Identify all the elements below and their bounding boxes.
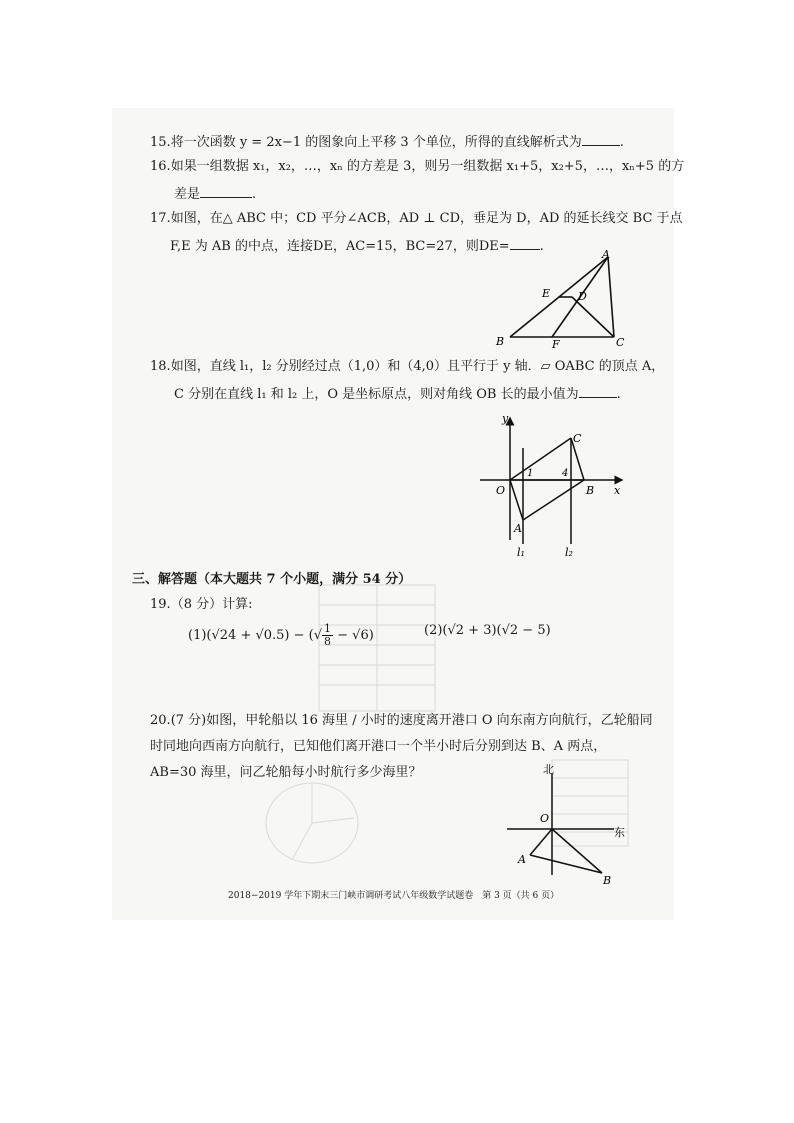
- question-number: 18.: [150, 359, 171, 374]
- north-label: 北: [543, 763, 554, 776]
- question-text: F,E 为 AB 的中点，连接DE，AC=15，BC=27，则DE=: [170, 239, 510, 254]
- triangle-abc-figure: [492, 248, 632, 348]
- q19-part-1: (1)(√24 + √0.5) − (√ $\frac{1}{8}$ − √6): [188, 622, 374, 648]
- question-text: 如果一组数据 x₁，x₂，…，xₙ 的方差是 3，则另一组数据 x₁+5，x₂+5，…，xₙ+5 的方: [170, 159, 685, 174]
- question-19: [150, 596, 252, 614]
- label-a: A: [514, 522, 522, 535]
- label-a: A: [518, 853, 526, 866]
- ships-compass-figure: [507, 760, 632, 885]
- label-b: B: [603, 874, 612, 885]
- answer-blank: [579, 384, 617, 398]
- exam-page: [112, 108, 685, 920]
- fraction-1-8: $\frac{1}{8}$: [324, 622, 332, 648]
- line-l2-label: l₂: [565, 546, 573, 558]
- question-score: (7 分): [170, 713, 207, 728]
- question-text: 时同地向西南方向航行，已知他们离开港口一个半小时后分别到达 B、A 两点，: [150, 739, 607, 754]
- question-text: AB=30 海里，问乙轮船每小时航行多少海里？: [150, 765, 422, 780]
- question-text: 如图，直线 l₁，l₂ 分别经过点（1,0）和（4,0）且平行于 y 轴．▱ OABC 的顶点 A，: [170, 359, 665, 374]
- east-label: 东: [614, 826, 625, 839]
- line-l1-label: l₁: [517, 546, 525, 558]
- answer-blank: [200, 184, 252, 198]
- label-c: C: [573, 432, 582, 445]
- y-axis-label: y: [502, 412, 509, 425]
- origin-label: O: [540, 812, 550, 825]
- question-18-line-1: [150, 358, 664, 376]
- label-b: B: [496, 335, 505, 348]
- question-text: 差是: [174, 187, 201, 202]
- question-text: 如图，甲轮船以 16 海里 / 小时的速度离开港口 O 向东南方向航行，乙轮船同: [206, 713, 653, 728]
- question-16-line-1: [150, 158, 684, 176]
- answer-blank: [582, 132, 620, 146]
- tick-1-label: 1: [527, 468, 534, 479]
- question-20-line-3: [150, 764, 422, 782]
- question-20-line-1: [150, 712, 653, 730]
- question-17-line-2: F,E 为 AB 的中点，连接DE，AC=15，BC=27，则DE= .: [170, 236, 544, 256]
- label-c: C: [616, 336, 625, 348]
- question-score: （8 分）计算:: [170, 597, 253, 612]
- question-18-line-2: C 分别在直线 l₁ 和 l₂ 上，O 是坐标原点，则对角线 OB 长的最小值为 .: [174, 384, 621, 404]
- question-number: 17.: [150, 211, 171, 226]
- q19-part-2: (2)(√2 + 3)(√2 − 5): [424, 623, 551, 638]
- page-footer: 2018−2019 学年下期末三门峡市调研考试八年级数学试题卷 第 3 页（共 6 页）: [228, 891, 560, 901]
- question-text: 将一次函数 y = 2x−1 的图象向上平移 3 个单位，所得的直线解析式为: [170, 135, 582, 150]
- question-number: 19.: [150, 597, 171, 612]
- origin-label: O: [496, 484, 506, 497]
- label-f: F: [552, 338, 560, 348]
- label-d: D: [578, 290, 587, 303]
- question-16-line-2: 差是 .: [174, 184, 256, 204]
- question-15: 15.将一次函数 y = 2x−1 的图象向上平移 3 个单位，所得的直线解析式为 .: [150, 132, 624, 152]
- bleed-through-pie-icon: [262, 778, 362, 868]
- question-20-line-2: [150, 738, 606, 756]
- tick-4-label: 4: [562, 468, 569, 479]
- question-number: 15.: [150, 135, 171, 150]
- bleed-through-table-icon: [317, 583, 437, 713]
- label-b: B: [586, 484, 595, 497]
- question-text: 如图，在△ ABC 中；CD 平分∠ACB，AD ⊥ CD，垂足为 D，AD 的延长线交 BC 于点: [170, 211, 683, 226]
- question-number: 20.: [150, 713, 171, 728]
- parallelogram-coordinate-figure: [472, 408, 632, 558]
- question-text: C 分别在直线 l₁ 和 l₂ 上，O 是坐标原点，则对角线 OB 长的最小值为: [174, 387, 579, 402]
- question-17-line-1: [150, 210, 683, 228]
- section-3-heading: 三、解答题（本大题共 7 个小题，满分 54 分）: [132, 572, 412, 587]
- label-a: A: [602, 248, 610, 261]
- x-axis-label: x: [614, 484, 621, 497]
- label-e: E: [542, 287, 551, 300]
- question-number: 16.: [150, 159, 171, 174]
